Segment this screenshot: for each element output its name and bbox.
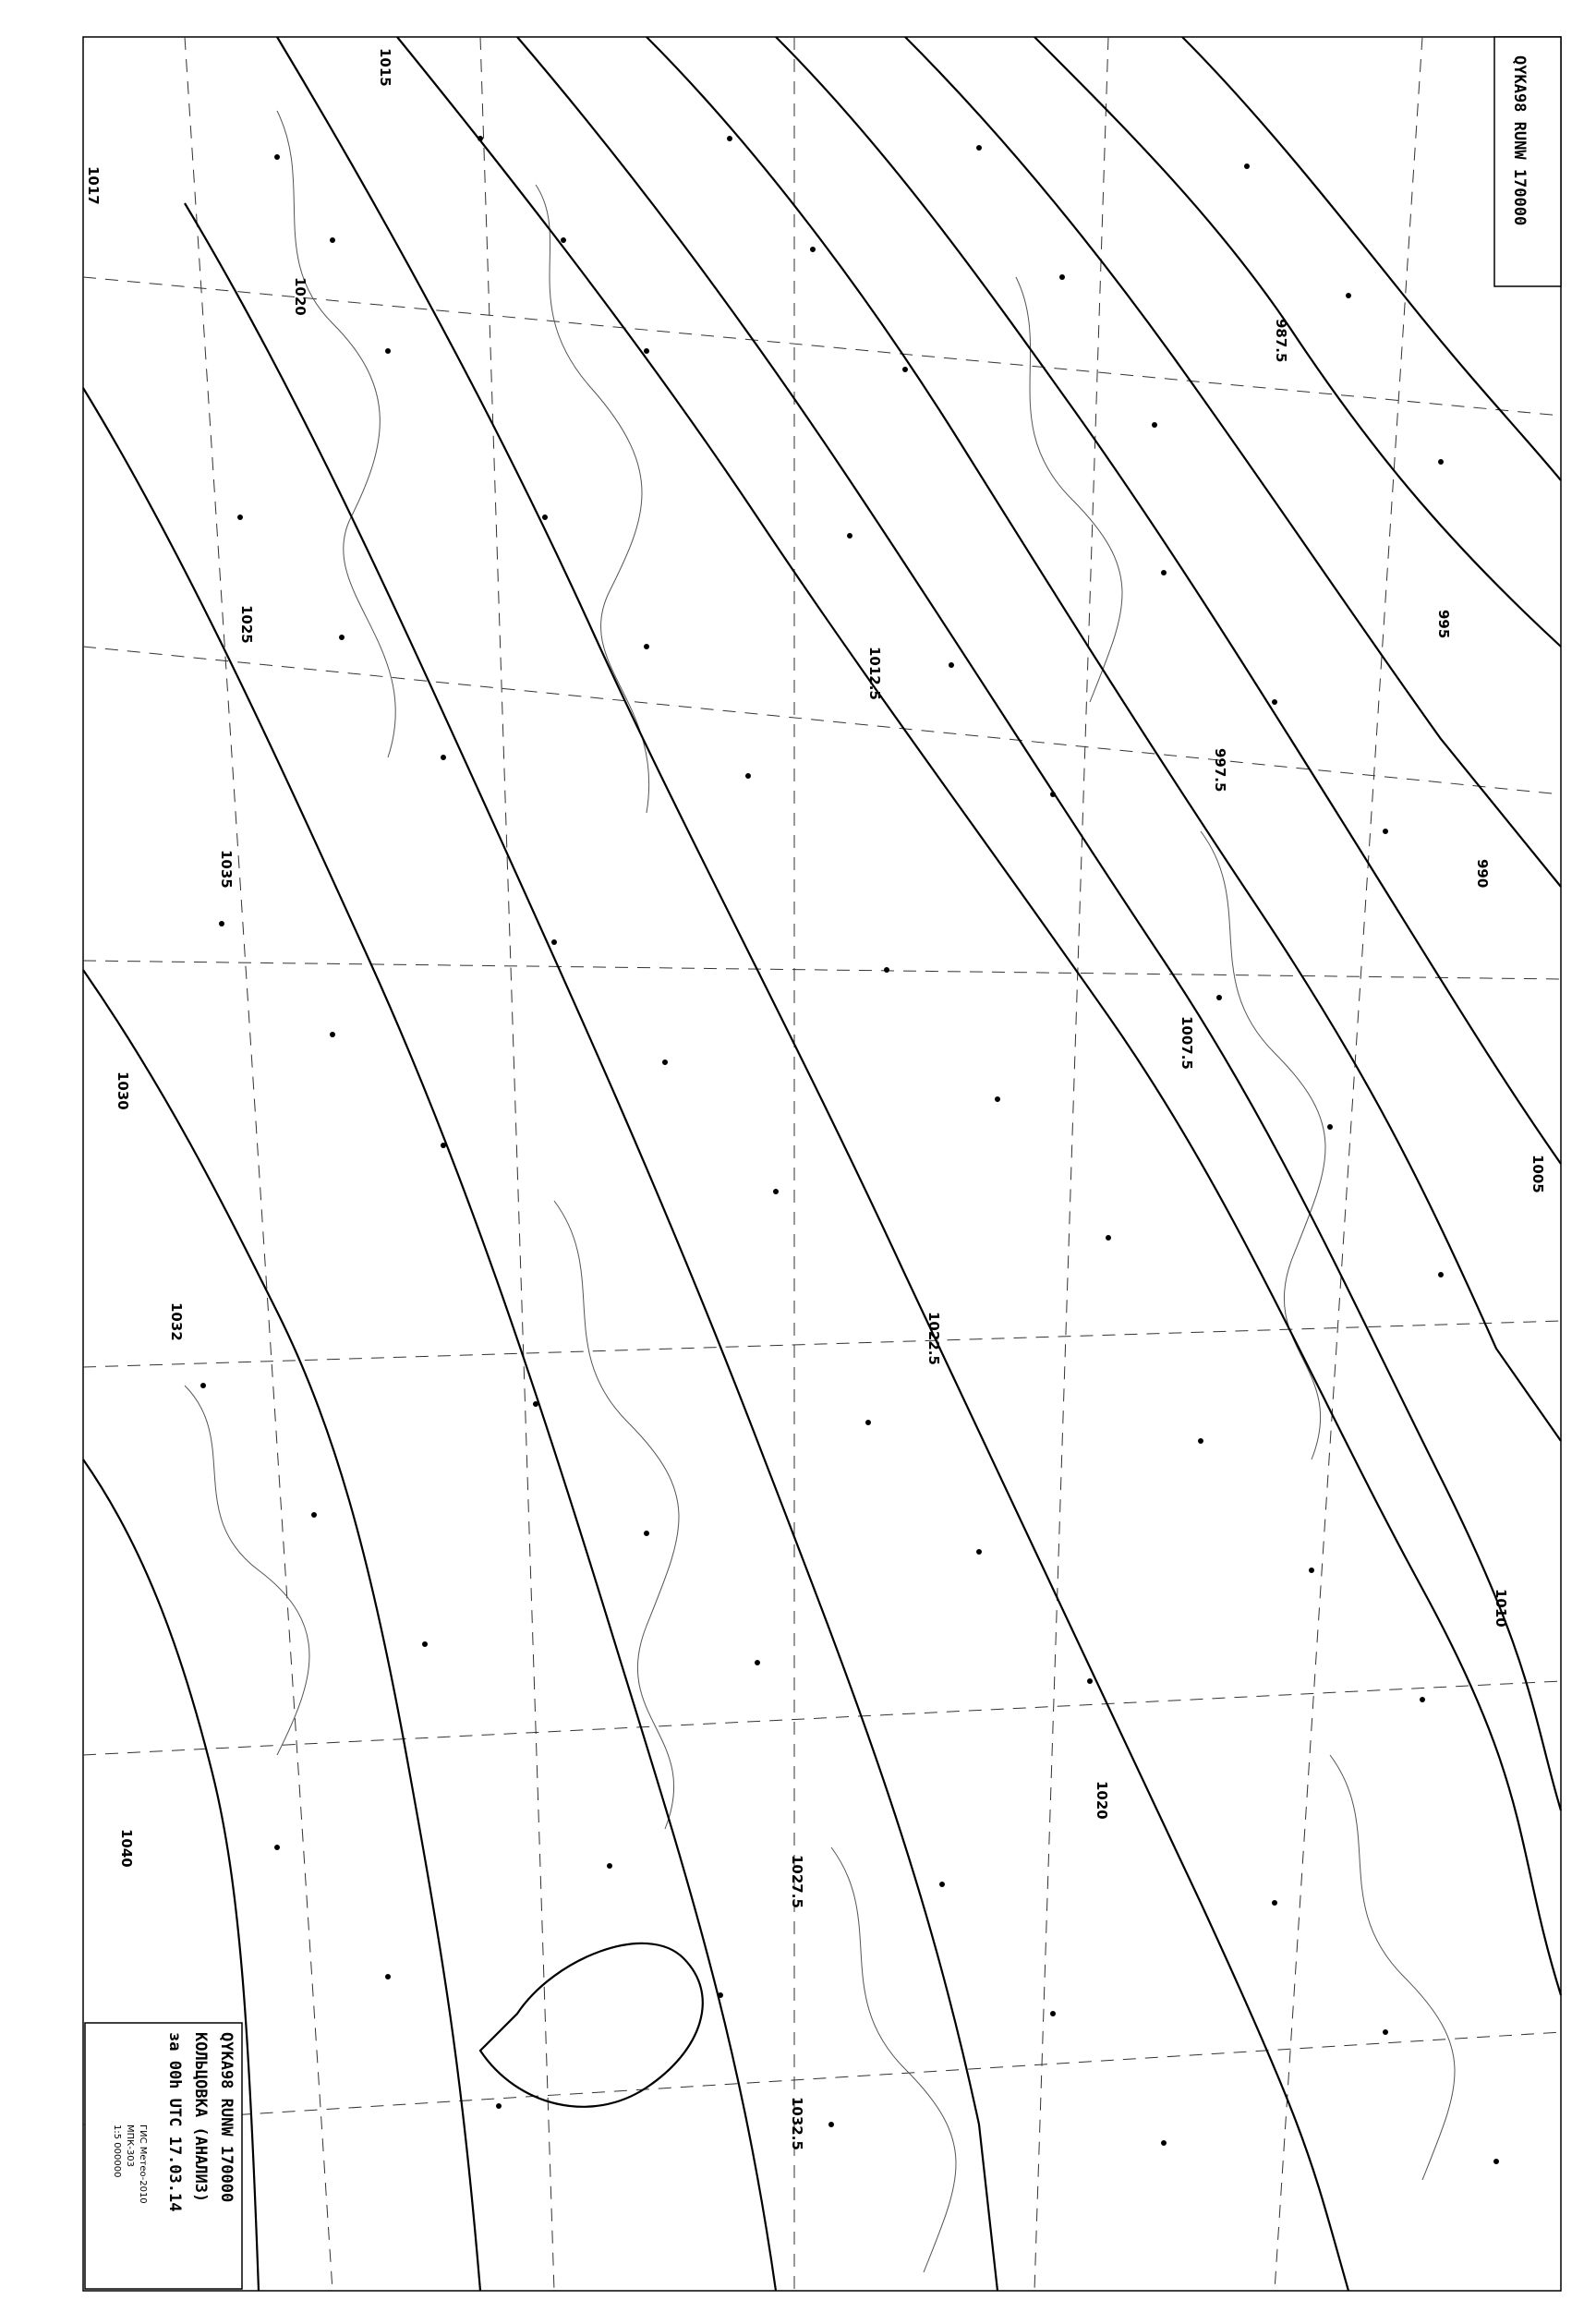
isobar-label: 1035 bbox=[218, 850, 235, 889]
isobars bbox=[83, 37, 1561, 2291]
legend-publisher: ГИС Метео-2010 bbox=[138, 2124, 148, 2204]
header-code: QYKA98 RUNW 170000 bbox=[1510, 55, 1529, 226]
isobar-label: 1022.5 bbox=[925, 1312, 942, 1365]
isobar-label: 1015 bbox=[377, 48, 393, 87]
isobar-label: 1012.5 bbox=[866, 647, 883, 700]
isobar-label: 1010 bbox=[1493, 1589, 1509, 1628]
isobar-label: 997.5 bbox=[1212, 748, 1228, 793]
legend-id: МПК-303 bbox=[125, 2124, 135, 2167]
legend-box bbox=[85, 2023, 242, 2289]
legend-scale: 1:5 000000 bbox=[112, 2124, 122, 2178]
station-plots bbox=[200, 136, 1499, 2164]
isobar-label: 990 bbox=[1474, 859, 1491, 889]
header-box bbox=[1494, 37, 1561, 286]
isobar-label: 1007.5 bbox=[1179, 1016, 1195, 1070]
legend-code: QYKA98 RUNW 170000 bbox=[217, 2032, 236, 2203]
graticule bbox=[83, 37, 1561, 2291]
isobar-label: 1025 bbox=[238, 605, 255, 644]
isobar-label: 1005 bbox=[1530, 1155, 1546, 1193]
isobar-label: 1020 bbox=[1094, 1781, 1110, 1820]
isobar-label: 1032 bbox=[168, 1302, 185, 1341]
legend-title: КОЛЬЦОВКА (АНАЛИЗ) bbox=[191, 2032, 210, 2203]
legend-time: за 00h UTC 17.03.14 bbox=[165, 2032, 184, 2212]
isobar-label: 1030 bbox=[115, 1071, 131, 1110]
isobar-label: 1017 bbox=[85, 166, 102, 205]
isobar-labels bbox=[85, 48, 1546, 2150]
map-border bbox=[83, 37, 1561, 2291]
isobar-label: 1032.5 bbox=[789, 2097, 805, 2150]
isobar-label: 1020 bbox=[292, 277, 308, 316]
isobar-label: 987.5 bbox=[1273, 319, 1289, 363]
isobar-label: 995 bbox=[1435, 610, 1452, 639]
isobar-label: 1040 bbox=[118, 1829, 135, 1868]
isobar-label: 1027.5 bbox=[789, 1855, 805, 1908]
